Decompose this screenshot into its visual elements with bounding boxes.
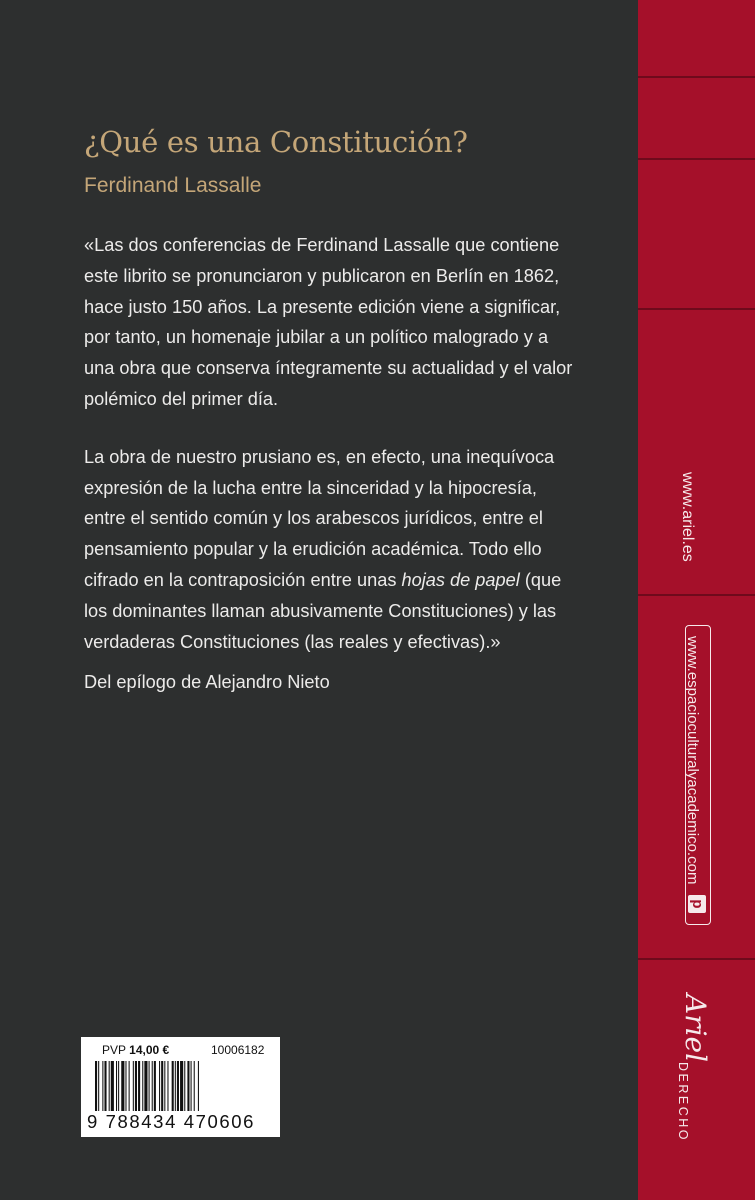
barcode-bar <box>161 1061 163 1111</box>
blurb-paragraph-2 <box>84 442 604 658</box>
publisher-website: www.ariel.es <box>679 472 696 562</box>
barcode-bar <box>133 1061 134 1111</box>
barcode-bar <box>177 1061 179 1111</box>
p-logo-icon: p <box>688 895 706 913</box>
barcode-bar <box>154 1061 156 1111</box>
blurb-paragraph-1 <box>84 230 604 415</box>
blurb-line: expresión de la lucha entre la sinceridad y la hipocresía, <box>84 477 537 498</box>
cultural-website: www.espacioculturalyacademico.com <box>684 636 701 885</box>
blurb-line: verdaderas Constituciones (las reales y efectivas).» <box>84 631 501 652</box>
barcode-bar <box>187 1061 189 1111</box>
spine-divider <box>638 76 755 78</box>
blurb-line: los dominantes llaman abusivamente Constituciones) y las <box>84 600 557 621</box>
barcode-bar <box>111 1061 114 1111</box>
blurb-italic-text: hojas de papel <box>401 569 520 590</box>
blurb-line: una obra que conserva íntegramente su actualidad y el valor <box>84 358 573 379</box>
barcode-bar <box>184 1061 185 1111</box>
barcode-label <box>81 1037 280 1137</box>
barcode-bar <box>135 1061 137 1111</box>
epilogue-attribution: Del epílogo de Alejandro Nieto <box>84 672 330 692</box>
blurb-line: hace justo 150 años. La presente edición viene a significar, <box>84 296 561 317</box>
blurb-line: entre el sentido común y los arabescos jurídicos, entre el <box>84 508 543 529</box>
product-code: 10006182 <box>211 1043 265 1057</box>
book-title: ¿Qué es una Constitución? <box>84 125 468 159</box>
barcode-bar <box>159 1061 160 1111</box>
price-label: PVP <box>102 1043 126 1057</box>
barcode-bar <box>118 1061 119 1111</box>
barcode-bar <box>149 1061 150 1111</box>
blurb-line <box>84 565 604 596</box>
blurb-text: cifrado en la contraposición entre unas <box>84 569 402 590</box>
spine-divider <box>638 158 755 160</box>
price-value: 14,00 € <box>129 1043 170 1057</box>
blurb-line: este librito se pronunciaron y publicaron en Berlín en 1862, <box>84 265 560 286</box>
barcode-bar <box>180 1061 183 1111</box>
barcode-bar <box>125 1061 126 1111</box>
collection-name: DERECHO <box>676 1062 690 1143</box>
barcode-bar <box>175 1061 176 1111</box>
barcode-bar <box>144 1061 147 1111</box>
barcode-bar <box>102 1061 103 1111</box>
barcode-bar <box>129 1061 130 1111</box>
barcode-bar <box>142 1061 143 1111</box>
barcode-bar <box>152 1061 153 1111</box>
blurb-line: polémico del primer día. <box>84 388 279 409</box>
blurb-line: por tanto, un homenaje jubilar a un político malogrado y a <box>84 327 549 348</box>
price <box>102 1043 169 1057</box>
author-name: Ferdinand Lassalle <box>84 174 262 197</box>
blurb-text: (que <box>519 569 562 590</box>
barcode-bar <box>198 1061 199 1111</box>
isbn-number: 9 788434 470606 <box>87 1111 256 1132</box>
barcode-bar <box>95 1061 97 1111</box>
blurb-line: «Las dos conferencias de Ferdinand Lassalle que contiene <box>84 235 560 255</box>
barcode-bar <box>104 1061 106 1111</box>
barcode-bar <box>138 1061 140 1111</box>
barcode-bar <box>191 1061 192 1111</box>
blurb-line: La obra de nuestro prusiano es, en efecto, una inequívoca <box>84 446 555 467</box>
barcode-bar <box>164 1061 165 1111</box>
barcode-bars <box>95 1061 275 1111</box>
barcode-bar <box>167 1061 168 1111</box>
barcode-bar <box>98 1061 99 1111</box>
barcode-bar <box>109 1061 110 1111</box>
barcode-bar <box>121 1061 124 1111</box>
barcode-bar <box>172 1061 174 1111</box>
blurb-line: pensamiento popular y la erudición académica. Todo ello <box>84 539 542 560</box>
spine-divider <box>638 308 755 310</box>
spine-divider <box>638 594 755 596</box>
ariel-logo: Ariel <box>679 994 712 1063</box>
spine <box>638 0 755 1200</box>
spine-divider <box>638 958 755 960</box>
barcode-bar <box>194 1061 195 1111</box>
barcode-bar <box>116 1061 117 1111</box>
blurb <box>84 230 604 684</box>
